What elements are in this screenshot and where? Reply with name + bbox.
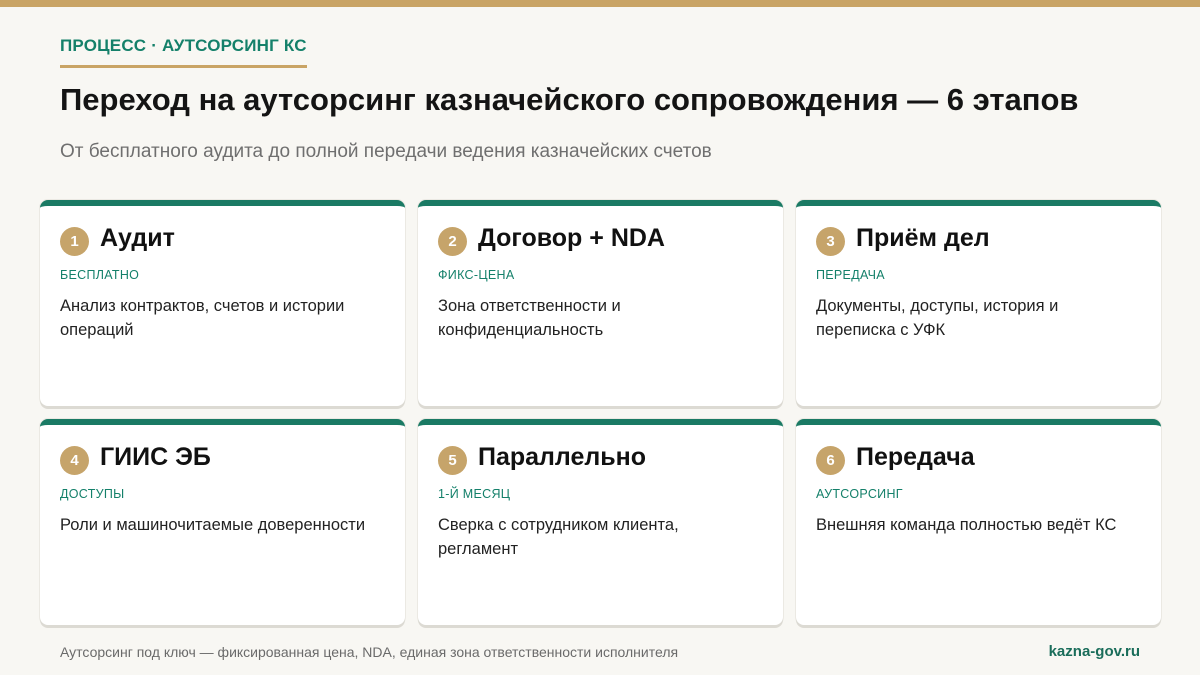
step-title: Аудит: [100, 223, 175, 252]
step-card-1: [40, 200, 405, 406]
step-description: Анализ контрактов, счетов и истории операций: [60, 297, 345, 339]
step-card-2: [418, 200, 783, 406]
page-subtitle: От бесплатного аудита до полной передачи ведения казначейских счетов: [60, 141, 712, 162]
step-tag: АУТСОРСИНГ: [816, 487, 903, 501]
footer-site-link[interactable]: kazna-gov.ru: [1048, 643, 1140, 660]
step-number-badge: 5: [438, 446, 467, 475]
step-tag: 1-Й МЕСЯЦ: [438, 487, 511, 501]
step-description: Сверка с сотрудником клиента, регламент: [438, 516, 679, 558]
step-number-badge: 3: [816, 227, 845, 256]
step-tag: БЕСПЛАТНО: [60, 268, 140, 282]
step-title: ГИИС ЭБ: [100, 442, 211, 471]
step-number-badge: 6: [816, 446, 845, 475]
page-title: Переход на аутсорсинг казначейского сопровождения — 6 этапов: [60, 82, 1079, 117]
step-title: Договор + NDA: [478, 223, 665, 252]
step-tag: ПЕРЕДАЧА: [816, 268, 885, 282]
top-accent-bar: [0, 0, 1200, 7]
steps-grid: [40, 200, 1161, 625]
step-number-badge: 4: [60, 446, 89, 475]
step-title: Приём дел: [856, 223, 990, 252]
step-card-4: [40, 419, 405, 625]
footer-note: Аутсорсинг под ключ — фиксированная цена, NDA, единая зона ответственности исполнителя: [60, 644, 679, 660]
step-card-3: [796, 200, 1161, 406]
step-card-6: [796, 419, 1161, 625]
step-tag: ДОСТУПЫ: [60, 487, 125, 501]
step-title: Параллельно: [478, 442, 647, 471]
step-description: Зона ответственности и конфиденциальность: [438, 297, 621, 339]
step-description: Документы, доступы, история и переписка с УФК: [816, 297, 1059, 339]
step-card-5: [418, 419, 783, 625]
step-description: Роли и машиночитаемые доверенности: [60, 516, 366, 534]
step-tag: ФИКС-ЦЕНА: [438, 268, 515, 282]
step-number-badge: 2: [438, 227, 467, 256]
step-description: Внешняя команда полностью ведёт КС: [816, 516, 1117, 534]
step-number-badge: 1: [60, 227, 89, 256]
eyebrow-label: ПРОЦЕСС · АУТСОРСИНГ КС: [60, 36, 307, 68]
step-title: Передача: [856, 442, 975, 471]
